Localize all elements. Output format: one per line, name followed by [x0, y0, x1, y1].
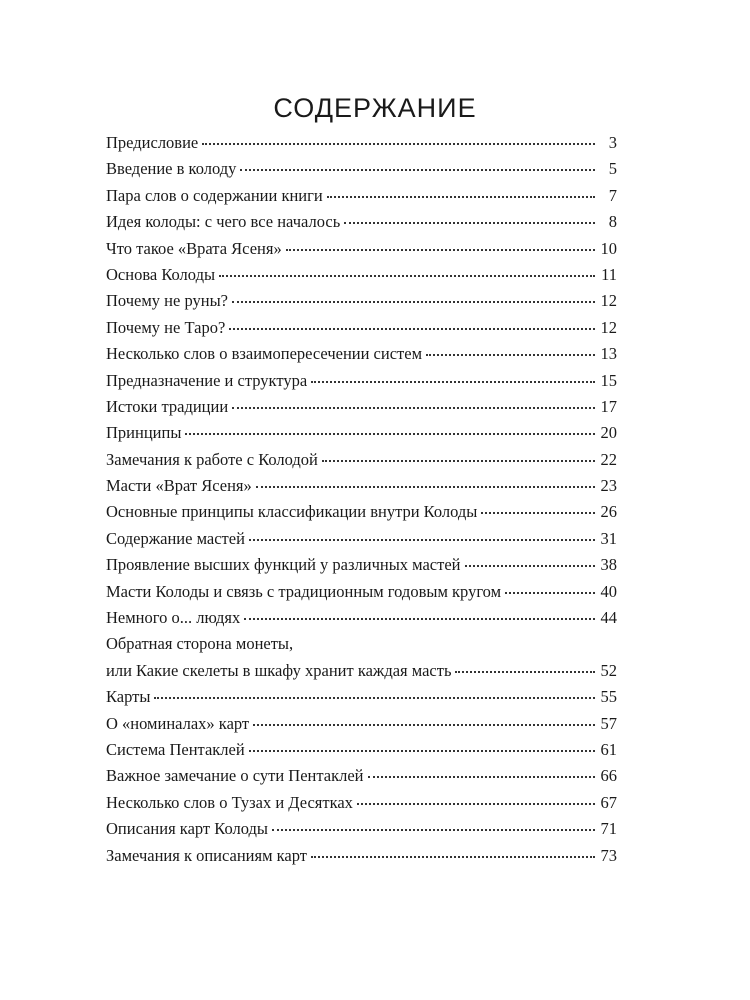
- toc-page-number: 22: [600, 449, 617, 469]
- toc-entry[interactable]: [106, 499, 617, 525]
- toc-entry[interactable]: [106, 526, 617, 552]
- toc-entry[interactable]: [106, 315, 617, 341]
- toc-entry[interactable]: [106, 236, 617, 262]
- dot-leader: [465, 564, 596, 567]
- toc-entry-title: Принципы: [106, 423, 182, 443]
- toc-entry[interactable]: [106, 288, 617, 314]
- toc-page-number: 67: [600, 792, 617, 812]
- dot-leader: [327, 195, 595, 198]
- toc-page-number: 8: [608, 212, 617, 232]
- toc-entry-title: Почему не руны?: [106, 291, 228, 311]
- dot-leader: [322, 459, 595, 462]
- toc-page-number: 5: [608, 159, 617, 179]
- toc-entry[interactable]: [106, 605, 617, 631]
- toc-page-number: 13: [600, 344, 617, 364]
- toc-page-number: 26: [600, 502, 617, 522]
- toc-entry[interactable]: [106, 368, 617, 394]
- dot-leader: [311, 855, 595, 858]
- dot-leader: [426, 353, 595, 356]
- toc-entry-title: Несколько слов о взаимопересечении систем: [106, 344, 423, 364]
- toc-entry-title: Описания карт Колоды: [106, 819, 268, 839]
- toc-entry[interactable]: [106, 130, 617, 156]
- toc-page-number: 12: [600, 291, 617, 311]
- dot-leader: [481, 511, 595, 514]
- toc-page-number: 73: [600, 845, 617, 865]
- toc-page-number: 12: [600, 317, 617, 337]
- toc-page-number: 20: [600, 423, 617, 443]
- toc-page-number: 55: [600, 687, 617, 707]
- toc-entry-title: Важное замечание о сути Пентаклей: [106, 766, 364, 786]
- toc-entry-title: Предисловие: [106, 133, 199, 152]
- toc-entry[interactable]: [106, 156, 617, 182]
- toc-entry[interactable]: [106, 737, 617, 763]
- dot-leader: [357, 802, 595, 805]
- toc-page-number: 15: [600, 370, 617, 390]
- toc-entry-title: Немного о... людях: [106, 608, 241, 628]
- toc-entry-title: Идея колоды: с чего все началось: [106, 212, 341, 232]
- page-title: СОДЕРЖАНИЕ: [273, 93, 477, 123]
- toc-entry[interactable]: [106, 711, 617, 737]
- dot-leader: [505, 591, 595, 594]
- toc-entry[interactable]: [106, 420, 617, 446]
- toc-page-number: 57: [600, 713, 617, 733]
- toc-entry[interactable]: [106, 631, 617, 657]
- toc-entry[interactable]: [106, 790, 617, 816]
- toc-entry-title: Почему не Таро?: [106, 317, 226, 337]
- dot-leader: [232, 406, 595, 409]
- toc-entry-title: Система Пентаклей: [106, 739, 245, 759]
- toc-page-number: 61: [600, 739, 617, 759]
- toc-entry[interactable]: [106, 183, 617, 209]
- dot-leader: [368, 775, 596, 778]
- toc-entry[interactable]: [106, 843, 617, 869]
- toc-page-number: 31: [600, 528, 617, 548]
- dot-leader: [154, 696, 595, 699]
- toc-entry[interactable]: [106, 262, 617, 288]
- toc-entry[interactable]: [106, 473, 617, 499]
- toc-page-number: 23: [600, 476, 617, 496]
- toc-entry-title: Введение в колоду: [106, 159, 237, 179]
- dot-leader: [253, 723, 595, 726]
- dot-leader: [286, 248, 595, 251]
- dot-leader: [240, 168, 595, 171]
- dot-leader: [272, 828, 595, 831]
- toc-page-number: 38: [600, 555, 617, 575]
- toc-entry-title: Проявление высших функций у различных мастей: [106, 555, 461, 575]
- dot-leader: [229, 327, 595, 330]
- dot-leader: [256, 485, 595, 488]
- toc-entry[interactable]: [106, 658, 617, 684]
- toc-page-number: 44: [600, 608, 617, 628]
- toc-entry-title: Истоки традиции: [106, 396, 229, 416]
- toc-page-number: 17: [600, 396, 617, 416]
- dot-leader: [202, 142, 595, 145]
- toc-entry-title: или Какие скелеты в шкафу хранит каждая масть: [106, 660, 452, 680]
- toc-entry[interactable]: [106, 816, 617, 842]
- toc-entry[interactable]: [106, 763, 617, 789]
- toc-entry-title: Основные принципы классификации внутри Колоды: [106, 502, 478, 522]
- toc-entry-title: Основа Колоды: [106, 264, 216, 284]
- toc-page-number: 3: [608, 133, 617, 152]
- toc-entry[interactable]: [106, 552, 617, 578]
- toc-entry-title: Карты: [106, 687, 151, 707]
- toc-entry[interactable]: [106, 579, 617, 605]
- table-of-contents: [106, 130, 617, 869]
- dot-leader: [219, 274, 595, 277]
- toc-entry-title: Масти «Врат Ясеня»: [106, 476, 252, 496]
- dot-leader: [232, 300, 595, 303]
- dot-leader: [344, 221, 595, 224]
- toc-entry[interactable]: [106, 447, 617, 473]
- toc-page-number: 71: [600, 819, 617, 839]
- toc-entry-title: Пара слов о содержании книги: [106, 185, 323, 205]
- dot-leader: [311, 380, 595, 383]
- toc-entry-title: Обратная сторона монеты,: [106, 634, 294, 654]
- toc-entry-title: Замечания к описаниям карт: [106, 845, 307, 865]
- toc-entry[interactable]: [106, 684, 617, 710]
- dot-leader: [185, 432, 595, 435]
- toc-entry[interactable]: [106, 394, 617, 420]
- dot-leader: [244, 617, 595, 620]
- toc-page-number: 7: [608, 185, 617, 205]
- toc-entry-title: Замечания к работе с Колодой: [106, 449, 318, 469]
- toc-entry-title: О «номиналах» карт: [106, 713, 250, 733]
- toc-entry-title: Несколько слов о Тузах и Десятках: [106, 792, 353, 812]
- toc-entry-title: Предназначение и структура: [106, 370, 308, 390]
- toc-entry-title: Содержание мастей: [106, 528, 245, 548]
- toc-page-number: 52: [600, 660, 617, 680]
- toc-page-number: 66: [600, 766, 617, 786]
- toc-page-number: 11: [601, 264, 617, 284]
- toc-entry-title: Масти Колоды и связь с традиционным годовым кругом: [106, 581, 502, 601]
- toc-page-number: 10: [600, 238, 617, 258]
- toc-page-number: 40: [600, 581, 617, 601]
- toc-entry-title: Что такое «Врата Ясеня»: [106, 238, 282, 258]
- toc-entry[interactable]: [106, 341, 617, 367]
- dot-leader: [455, 670, 595, 673]
- dot-leader: [249, 749, 595, 752]
- dot-leader: [249, 538, 595, 541]
- toc-entry[interactable]: [106, 209, 617, 235]
